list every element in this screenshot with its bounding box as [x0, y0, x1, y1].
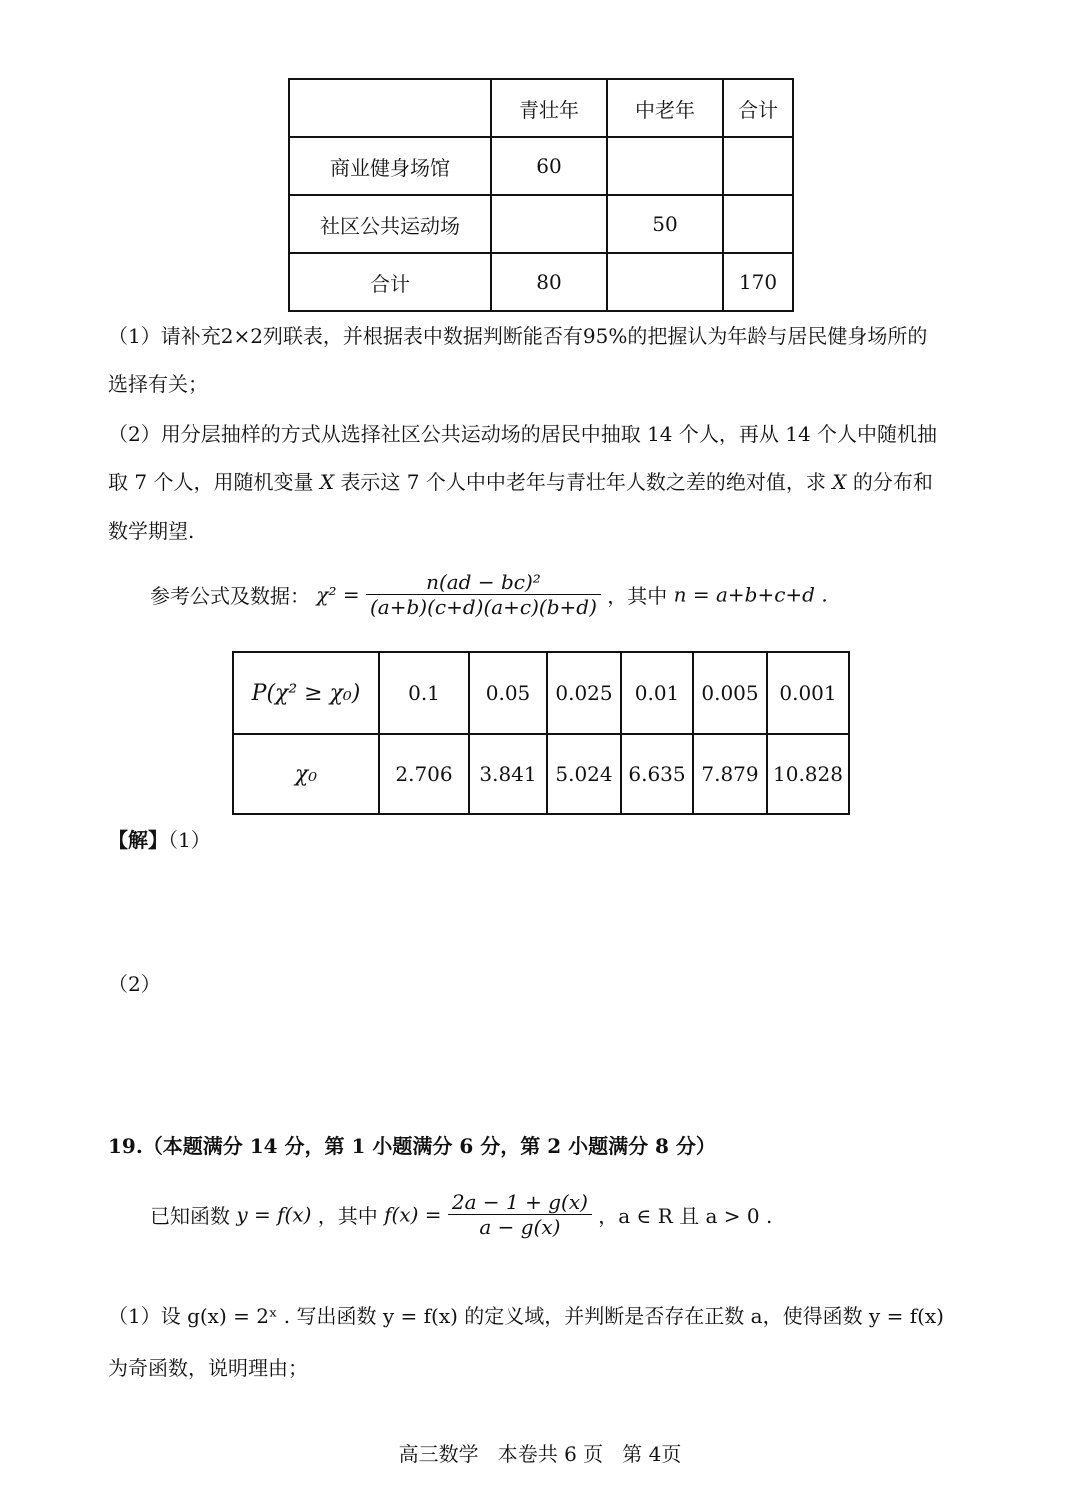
page-footer: 高三数学 本卷共 6 页 第 4页	[398, 1442, 682, 1466]
solution-part2: （2）	[108, 972, 161, 996]
table-row	[289, 253, 793, 311]
table-cell: 0.001	[767, 652, 849, 734]
table-cell: 50	[607, 195, 723, 253]
q19-numerator: 2a − 1 + g(x)	[448, 1190, 592, 1215]
table-header-cell: P(χ² ≥ χ₀)	[233, 652, 379, 734]
q18-part1-line2: 选择有关；	[108, 372, 208, 396]
table-cell: 0.05	[469, 652, 547, 734]
table-header-row	[289, 79, 793, 137]
q19-function: y = f(x)	[236, 1202, 312, 1227]
q19-intro	[150, 1190, 772, 1239]
table-cell: 10.828	[767, 734, 849, 814]
variable-x: X	[832, 470, 847, 494]
table-cell: 0.01	[621, 652, 693, 734]
q19-part1-line1: （1）设 g(x) = 2ˣ . 写出函数 y = f(x) 的定义域，并判断是否存在正数 a，使得函数 y = f(x)	[108, 1304, 944, 1328]
q18-part2-line1: （2）用分层抽样的方式从选择社区公共运动场的居民中抽取 14 个人，再从 14 个人中随机抽	[108, 422, 938, 446]
table-header-cell	[289, 79, 491, 137]
solution-part1	[108, 826, 978, 855]
table-header-cell: χ₀	[233, 734, 379, 814]
table-cell: 80	[491, 253, 607, 311]
q19-intro-text: ，其中	[317, 1204, 378, 1228]
q18-part1-line1: （1）请补充2×2列联表，并根据表中数据判断能否有95%的把握认为年龄与居民健身场所的	[108, 324, 928, 348]
formula-n-expr: n = a+b+c+d .	[673, 582, 828, 607]
formula-numerator: n(ad − bc)²	[366, 570, 601, 595]
table-cell	[723, 137, 793, 195]
table-header-cell: 青壮年	[491, 79, 607, 137]
table-cell: 5.024	[547, 734, 621, 814]
q19-fraction	[448, 1190, 592, 1239]
table-cell: 0.1	[379, 652, 469, 734]
q18-part2-line3: 数学期望.	[108, 519, 195, 543]
q19-intro-text: ，a ∈ R 且 a > 0 .	[598, 1204, 773, 1228]
solution-label: 【解】	[108, 828, 168, 852]
table-row	[289, 137, 793, 195]
contingency-table	[288, 78, 794, 312]
reference-formula	[150, 570, 828, 619]
table-cell: 商业健身场馆	[289, 137, 491, 195]
q19-heading: 19.（本题满分 14 分，第 1 小题满分 6 分，第 2 小题满分 8 分）	[108, 1134, 716, 1158]
table-cell: 0.005	[693, 652, 767, 734]
q18-part2-text: 取 7 个人，用随机变量	[108, 470, 314, 494]
critical-value-table	[232, 651, 850, 815]
variable-x: X	[319, 470, 335, 494]
q18-part2-text: 的分布和	[852, 470, 933, 494]
table-cell: 170	[723, 253, 793, 311]
formula-fraction	[366, 570, 601, 619]
table-header-cell: 合计	[723, 79, 793, 137]
table-cell: 合计	[289, 253, 491, 311]
table-row	[233, 734, 849, 814]
table-cell: 社区公共运动场	[289, 195, 491, 253]
q19-f-lhs: f(x) =	[384, 1202, 442, 1227]
table-row	[289, 195, 793, 253]
table-cell: 60	[491, 137, 607, 195]
q19-intro-text: 已知函数	[150, 1204, 230, 1228]
table-row	[233, 652, 849, 734]
formula-where: ，其中	[607, 584, 668, 608]
formula-label: 参考公式及数据：	[150, 584, 310, 608]
table-cell	[607, 253, 723, 311]
table-cell	[723, 195, 793, 253]
table-cell: 6.635	[621, 734, 693, 814]
q19-denominator: a − g(x)	[479, 1215, 561, 1239]
q18-part2-text: 表示这 7 个人中中老年与青壮年人数之差的绝对值，求	[340, 470, 826, 494]
solution-part1-label: （1）	[168, 828, 211, 852]
table-cell	[607, 137, 723, 195]
q18-part2-line2	[108, 468, 978, 497]
table-cell: 7.879	[693, 734, 767, 814]
table-cell: 3.841	[469, 734, 547, 814]
formula-denominator: (a+b)(c+d)(a+c)(b+d)	[369, 595, 597, 619]
formula-lhs: χ² =	[316, 582, 360, 607]
table-cell: 0.025	[547, 652, 621, 734]
q19-part1-line2: 为奇函数，说明理由；	[108, 1356, 308, 1380]
table-cell: 2.706	[379, 734, 469, 814]
table-cell	[491, 195, 607, 253]
table-header-cell: 中老年	[607, 79, 723, 137]
